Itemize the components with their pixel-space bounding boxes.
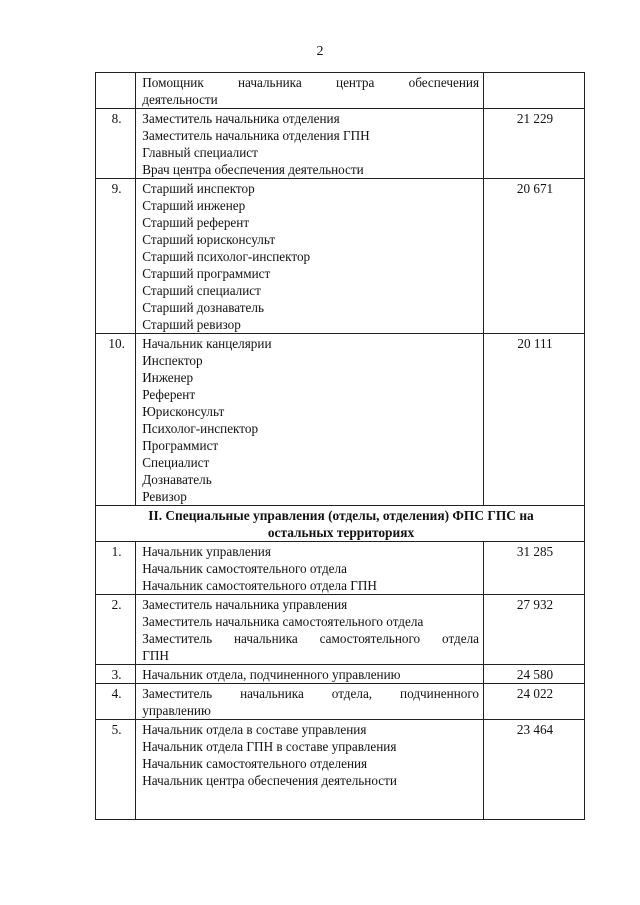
table-row [96,684,585,720]
position-list [136,73,484,109]
position-list [136,684,484,720]
position-list [136,179,484,334]
position-title: Старший ревизор [142,317,241,332]
table-row [96,73,585,109]
position-title: Программист [142,438,219,453]
row-number: 1. [96,542,136,595]
position-title: Психолог-инспектор [142,421,259,436]
position-title: Ревизор [142,489,187,504]
position-title: Начальник отдела ГПН в составе управления [142,739,397,754]
position-title: Заместитель начальника отделения [142,111,340,126]
row-number: 3. [96,665,136,684]
position-title: Старший специалист [142,283,261,298]
position-list [136,720,484,820]
table-row [96,665,585,684]
position-title: Старший юрисконсульт [142,232,276,247]
position-title: Инженер [142,370,194,385]
position-title: Начальник отдела, подчиненного управлению [142,667,401,682]
position-title: Начальник управления [142,544,271,559]
position-title: Старший психолог-инспектор [142,249,311,264]
position-title: деятельности [142,92,218,107]
salary-value: 23 464 [484,720,585,820]
position-title: Заместитель начальника самостоятельного отдела [142,614,424,629]
row-number: 5. [96,720,136,820]
salary-value: 20 671 [484,179,585,334]
position-title: Начальник канцелярии [142,336,272,351]
position-title: Дознаватель [142,472,212,487]
salary-value [484,73,585,109]
position-list [136,542,484,595]
position-title: Старший программист [142,266,271,281]
position-title: Заместитель начальника отдела, подчиненного [142,686,480,701]
position-title: Помощник начальника центра обеспечения [142,75,480,90]
salary-value: 21 229 [484,109,585,179]
position-title: Заместитель начальника управления [142,597,348,612]
row-number: 10. [96,334,136,506]
row-number: 9. [96,179,136,334]
table-row [96,109,585,179]
position-title: Старший инспектор [142,181,255,196]
table-row [96,542,585,595]
position-title: Начальник самостоятельного отдела ГПН [142,578,377,593]
section-heading-line: II. Специальные управления (отделы, отделения) ФПС ГПС на [148,508,534,523]
row-number: 2. [96,595,136,665]
position-title: Старший референт [142,215,250,230]
position-title: Специалист [142,455,210,470]
salary-value: 20 111 [484,334,585,506]
section-heading [96,506,585,542]
page-number: 2 [316,44,324,59]
position-title: Старший дознаватель [142,300,265,315]
position-title: Начальник отдела в составе управления [142,722,367,737]
position-title: Начальник самостоятельного отдела [142,561,347,576]
position-title: Инспектор [142,353,203,368]
row-number [96,73,136,109]
table-row [96,334,585,506]
salary-value: 24 580 [484,665,585,684]
salary-table [95,72,585,820]
position-title: Старший инженер [142,198,246,213]
table-row [96,179,585,334]
position-list [136,109,484,179]
position-list [136,595,484,665]
section-row [96,506,585,542]
position-title: Юрисконсульт [142,404,225,419]
position-title: Главный специалист [142,145,258,160]
row-number: 8. [96,109,136,179]
section-heading-line: остальных территориях [267,525,415,540]
position-title: Начальник центра обеспечения деятельности [142,773,397,788]
position-list [136,665,484,684]
position-list [136,334,484,506]
row-number: 4. [96,684,136,720]
position-title: Референт [142,387,196,402]
salary-value: 31 285 [484,542,585,595]
table-row [96,595,585,665]
position-title: Заместитель начальника отделения ГПН [142,128,370,143]
position-title: управлению [142,703,211,718]
position-title: ГПН [142,648,169,663]
position-title: Начальник самостоятельного отделения [142,756,368,771]
position-title: Заместитель начальника самостоятельного отдела [142,631,480,646]
salary-value: 24 022 [484,684,585,720]
position-title: Врач центра обеспечения деятельности [142,162,364,177]
table-row [96,720,585,820]
salary-value: 27 932 [484,595,585,665]
